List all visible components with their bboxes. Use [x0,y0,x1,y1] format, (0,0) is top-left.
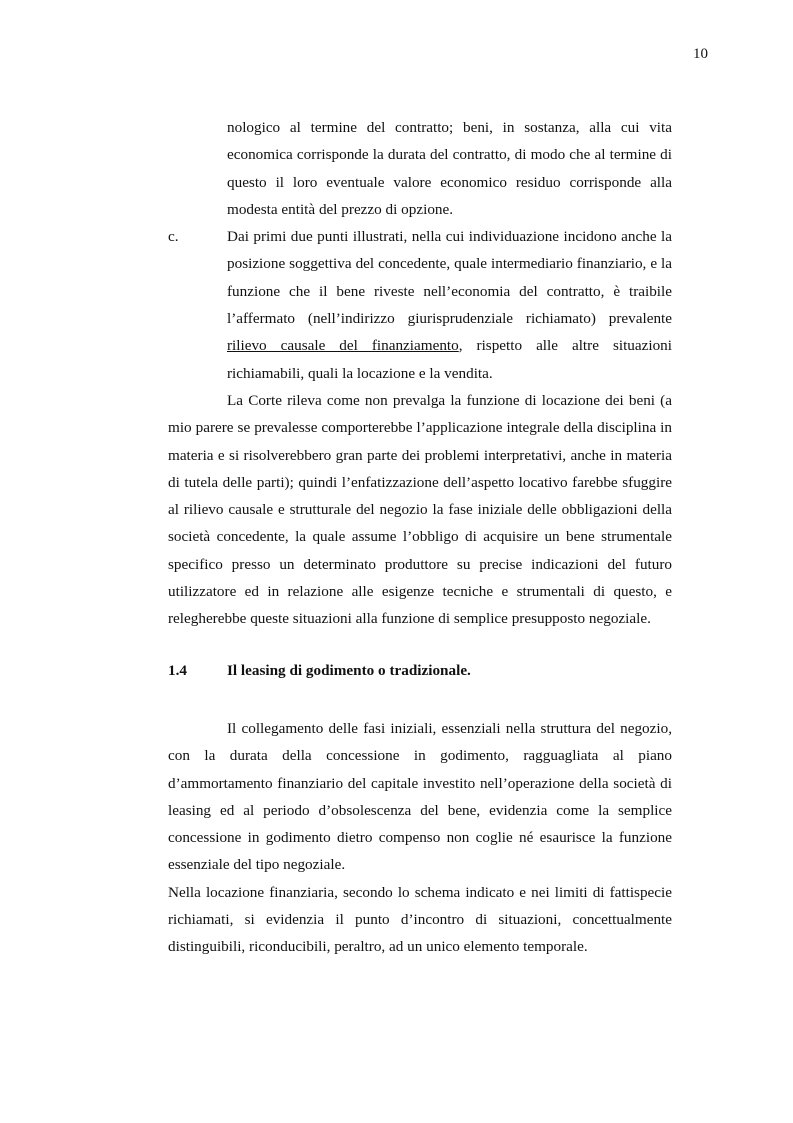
list-item-text-after: , rispetto alle altre situazioni richiamabili, quali la locazione e la vendita. [227,337,672,382]
page-body [168,114,672,961]
corte-paragraph: La Corte rileva come non prevalga la funzione di locazione dei beni (a mio parere se prevalesse comporterebbe l’applicazione integrale della disciplina in materia e si risolverebbero gran parte dei problemi interpretativi, anche in materia di tutela delle parti); quindi l’enfatizzazione dell’aspetto locativo farebbe sfuggire al rilievo causale e strutturale del negozio la fase iniziale delle obbligazioni della società concedente, la quale assume l’obbligo di acquisire un bene strumentale specifico presso un determinato produttore su precise indicazioni del futuro utilizzatore ed in relazione alle esigenze tecniche e strumentali di questo, e relegherebbe queste situazioni alla funzione di semplice presupposto negoziale. [168,391,672,628]
locazione-paragraph: Nella locazione finanziaria, secondo lo schema indicato e nei limiti di fattispecie richiamati, si evidenzia il punto d’incontro di situazioni, concettualmente distinguibili, riconducibili, peraltro, ad un unico elemento temporale. [168,883,672,956]
list-item-c [168,223,672,387]
underlined-phrase: rilievo causale del finanziamento [227,337,459,355]
section-number: 1.4 [168,661,187,679]
section-heading [168,657,672,684]
section-title: Il leasing di godimento o tradizionale. [227,661,471,679]
collegamento-paragraph: Il collegamento delle fasi iniziali, essenziali nella struttura del negozio, con la durata della concessione in godimento, ragguagliata al piano d’ammortamento finanziario del capitale investito nell’operazione della società di leasing ed al periodo d’obsolescenza del bene, evidenzia come la semplice concessione in godimento dietro compenso non coglie né esaurisce la funzione essenziale del tipo negoziale. [168,719,672,874]
continuation-paragraph: nologico al termine del contratto; beni, in sostanza, alla cui vita economica corrisponde la durata del contratto, di modo che al termine di questo il loro eventuale valore economico residuo corrisponde alla modesta entità del prezzo di opzione. [227,119,672,218]
list-item-text-before: Dai primi due punti illustrati, nella cui individuazione incidono anche la posizione soggettiva del concedente, quale intermediario finanziario, e la funzione che il bene riveste nell’economia del contratto, è traibile l’affermato (nell’indirizzo giurisprudenziale richiamato) prevalente [227,228,672,328]
list-marker: c. [168,228,179,246]
page-number: 10 [693,46,708,62]
